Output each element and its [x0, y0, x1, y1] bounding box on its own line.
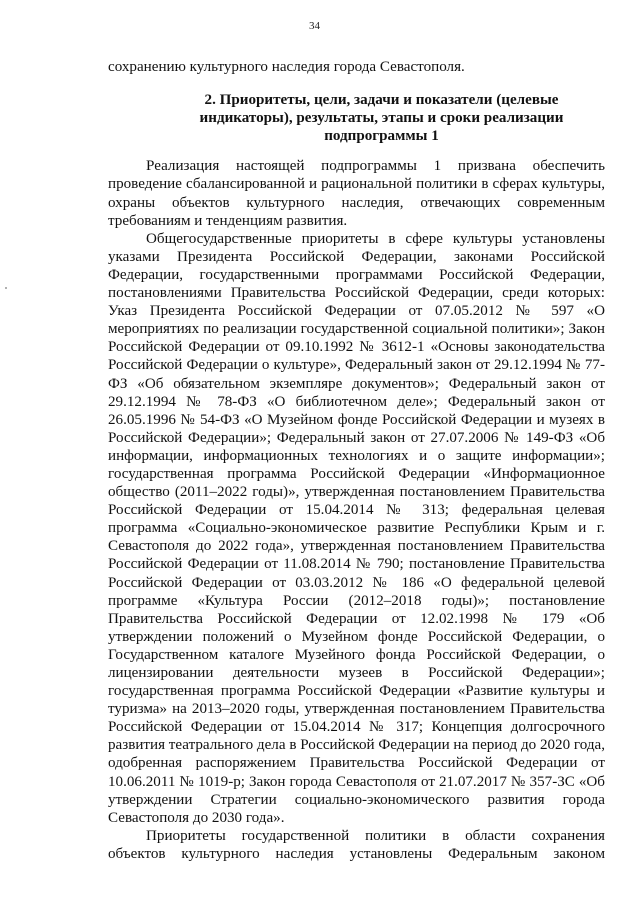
continuation-text: сохранению культурного наследия города Севастополя.: [108, 59, 465, 75]
paragraph-heritage-priorities: Приоритеты государственной политики в области сохранения объектов культурного наследия установлены Федеральным законом: [108, 827, 605, 862]
paragraph-implementation: Реализация настоящей подпрограммы 1 призвана обеспечить проведение сбалансированной и рациональной политики в сферах культуры, охраны объектов культурного наследия, отвечающих современным требованиям и тенденциям развития.: [108, 158, 605, 229]
section-heading: 2. Приоритеты, цели, задачи и показатели (целевые индикаторы), результаты, этапы и сроки реализации подпрограммы 1: [199, 92, 564, 145]
paragraph-priorities: Общегосударственные приоритеты в сфере культуры установлены указами Президента Российской Федерации, законами Российской Федерации, государственными программами Российской Федерации, постановлениями Правительства Российской Федерации, среди которых: Указ Президента Российской Федерации от 07.05.2012 № 597 «О мероприятиях по реализации государственной социальной политики»; Закон Российской Федерации от 09.10.1992 № 3612-1 «Основы законодательства Российской Федерации о культуре», Федеральный закон от 29.12.1994 № 77-ФЗ «Об обязательном экземпляре документов»; Федеральный закон от 29.12.1994 № 78-ФЗ «О библиотечном деле»; Федеральный закон от 26.05.1996 № 54-ФЗ «О Музейном фонде Российской Федерации и музеях в Российской Федерации»; Федеральный закон от 27.07.2006 № 149-ФЗ «Об информации, информационных технологиях и о защите информации»; государственная программа Российской Федерации «Информационное общество (2011–2022 годы)», утвержденная постановлением Правительства Российской Федерации от 15.04.2014 № 313; федеральная целевая программа «Социально-экономическое развитие Республики Крым и г. Севастополя до 2022 года», утвержденная постановлением Правительства Российской Федерации от 11.08.2014 № 790; постановление Правительства Российской Федерации от 03.03.2012 № 186 «О федеральной целевой программе «Культура России (2012–2018 годы)»; постановление Правительства Российской Федерации от 12.02.1998 № 179 «Об утверждении положений о Музейном фонде Российской Федерации, о Государственном каталоге Музейного фонда Российской Федерации, о лицензировании деятельности музеев в Российской Федерации»; государственная программа Российской Федерации «Развитие культуры и туризма» на 2013–2020 годы, утвержденная постановлением Правительства Российской Федерации от 15.04.2014 № 317; Концепция долгосрочного развития театрального дела в Российской Федерации на период до 2020 года, одобренная распоряжением Правительства Российской Федерации от 10.06.2011 № 1019-р; Закон города Севастополя от 21.07.2017 № 357-ЗС «Об утверждении Стратегии социально-экономического развития города Севастополя до 2030 года».: [108, 230, 605, 826]
page-content: [108, 58, 605, 863]
scan-speck: [5, 287, 7, 289]
page-number: 34: [309, 20, 320, 32]
